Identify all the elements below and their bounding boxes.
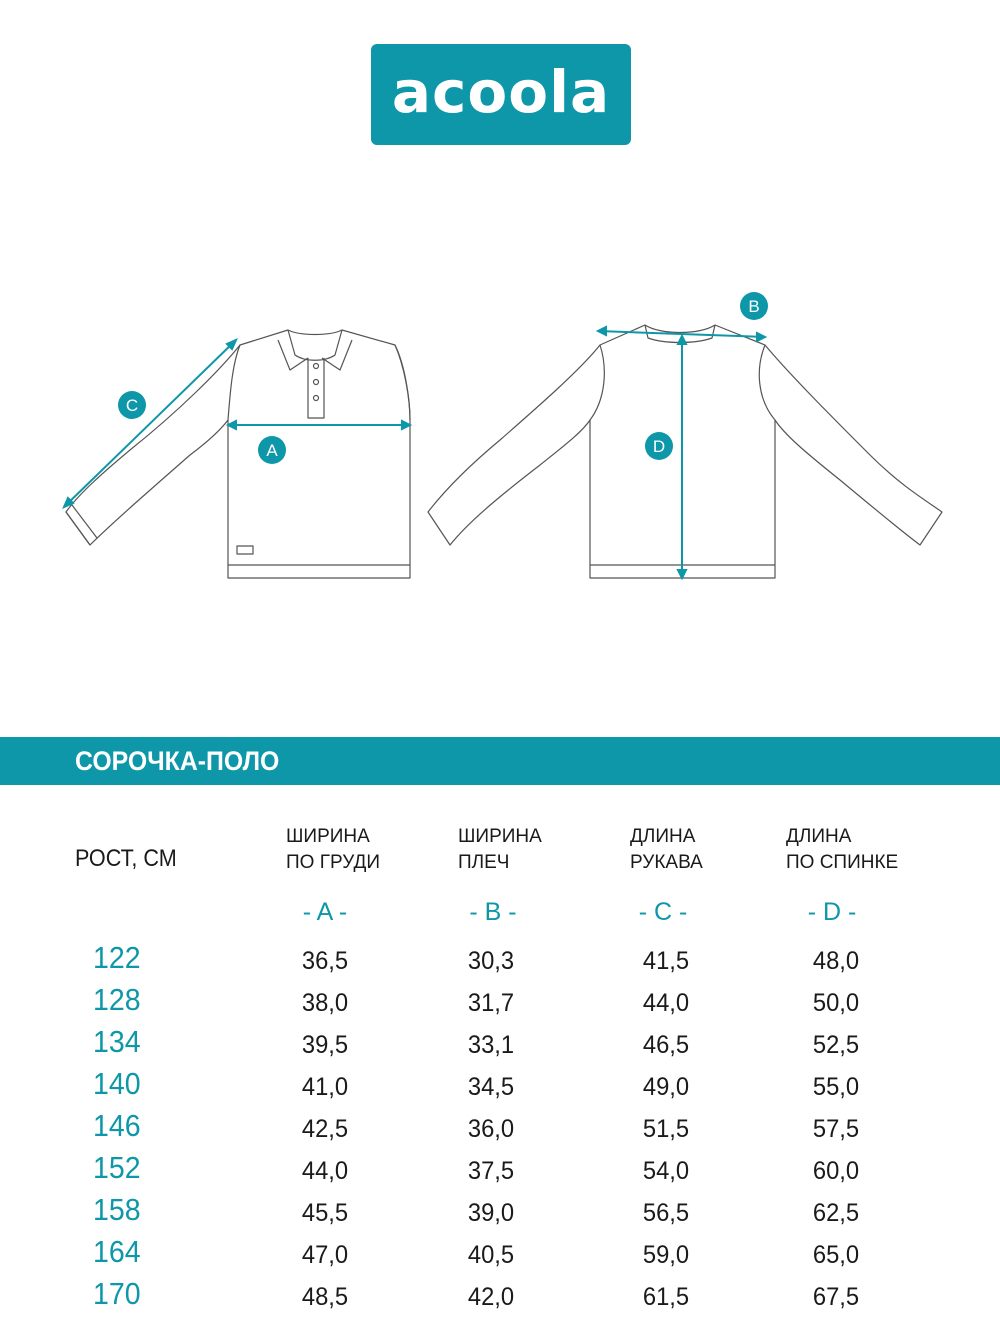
value-cell-a: 41,0 bbox=[301, 1073, 349, 1101]
value-cell-c: 61,5 bbox=[642, 1283, 690, 1311]
value-cell-b: 42,0 bbox=[467, 1283, 515, 1311]
height-column-header: РОСТ, СМ bbox=[75, 845, 177, 872]
value-cell-d: 55,0 bbox=[812, 1073, 860, 1101]
height-cell: 128 bbox=[93, 982, 141, 1017]
measure-line-c bbox=[64, 340, 236, 507]
value-cell-c: 59,0 bbox=[642, 1241, 690, 1269]
value-cell-b: 40,5 bbox=[467, 1241, 515, 1269]
value-cell-d: 65,0 bbox=[812, 1241, 860, 1269]
garment-diagram bbox=[0, 280, 1000, 600]
value-cell-c: 44,0 bbox=[642, 989, 690, 1017]
value-cell-c: 46,5 bbox=[642, 1031, 690, 1059]
value-cell-c: 41,5 bbox=[642, 947, 690, 975]
value-cell-c: 54,0 bbox=[642, 1157, 690, 1185]
table-row bbox=[0, 1066, 1000, 1108]
marker-d bbox=[645, 432, 673, 460]
value-cell-d: 67,5 bbox=[812, 1283, 860, 1311]
value-cell-c: 51,5 bbox=[642, 1115, 690, 1143]
value-cell-d: 57,5 bbox=[812, 1115, 860, 1143]
value-cell-d: 48,0 bbox=[812, 947, 860, 975]
column-header-b bbox=[458, 824, 542, 876]
value-cell-a: 42,5 bbox=[301, 1115, 349, 1143]
column-header-c-line1: ДЛИНА bbox=[630, 826, 696, 847]
height-cell: 170 bbox=[93, 1276, 141, 1311]
table-row bbox=[0, 1024, 1000, 1066]
back-shirt-illustration bbox=[428, 325, 942, 578]
value-cell-b: 37,5 bbox=[467, 1157, 515, 1185]
height-cell: 152 bbox=[93, 1150, 141, 1185]
marker-a-label: A bbox=[266, 441, 278, 460]
value-cell-d: 62,5 bbox=[812, 1199, 860, 1227]
product-title: СОРОЧКА-ПОЛО bbox=[75, 746, 280, 776]
value-cell-b: 39,0 bbox=[467, 1199, 515, 1227]
value-cell-b: 34,5 bbox=[467, 1073, 515, 1101]
column-letter-d: - D - bbox=[807, 898, 857, 926]
height-cell: 146 bbox=[93, 1108, 141, 1143]
table-row bbox=[0, 1234, 1000, 1276]
column-letter-b: - B - bbox=[469, 898, 517, 926]
product-banner bbox=[0, 737, 1000, 785]
column-letter-c: - C - bbox=[638, 898, 688, 926]
table-row bbox=[0, 940, 1000, 982]
value-cell-c: 49,0 bbox=[642, 1073, 690, 1101]
table-row bbox=[0, 1150, 1000, 1192]
value-cell-d: 52,5 bbox=[812, 1031, 860, 1059]
marker-a bbox=[258, 436, 286, 464]
column-header-d-line1: ДЛИНА bbox=[786, 826, 852, 847]
value-cell-a: 47,0 bbox=[301, 1241, 349, 1269]
marker-c bbox=[118, 391, 146, 419]
value-cell-a: 44,0 bbox=[301, 1157, 349, 1185]
marker-d-label: D bbox=[652, 437, 666, 456]
value-cell-d: 50,0 bbox=[812, 989, 860, 1017]
height-cell: 164 bbox=[93, 1234, 141, 1269]
column-header-c-line2: РУКАВА bbox=[630, 852, 703, 873]
value-cell-a: 38,0 bbox=[301, 989, 349, 1017]
marker-b-label: B bbox=[748, 297, 760, 316]
column-header-a-line2: ПО ГРУДИ bbox=[286, 852, 380, 873]
value-cell-a: 48,5 bbox=[301, 1283, 349, 1311]
value-cell-c: 56,5 bbox=[642, 1199, 690, 1227]
value-cell-b: 30,3 bbox=[467, 947, 515, 975]
value-cell-b: 36,0 bbox=[467, 1115, 515, 1143]
column-header-d bbox=[786, 824, 898, 876]
table-row bbox=[0, 1276, 1000, 1318]
value-cell-b: 31,7 bbox=[467, 989, 515, 1017]
brand-logo bbox=[371, 44, 631, 145]
column-header-b-line1: ШИРИНА bbox=[458, 826, 542, 847]
height-cell: 134 bbox=[93, 1024, 141, 1059]
column-header-a bbox=[286, 824, 380, 876]
value-cell-b: 33,1 bbox=[467, 1031, 515, 1059]
column-header-d-line2: ПО СПИНКЕ bbox=[786, 852, 899, 873]
column-header-b-line2: ПЛЕЧ bbox=[458, 852, 510, 873]
value-cell-a: 45,5 bbox=[301, 1199, 349, 1227]
table-row bbox=[0, 1192, 1000, 1234]
marker-c-label: C bbox=[125, 396, 139, 415]
brand-logo-text: acoola bbox=[391, 57, 611, 126]
marker-b bbox=[740, 292, 768, 320]
height-cell: 122 bbox=[93, 940, 141, 975]
column-header-c bbox=[630, 824, 703, 876]
value-cell-a: 39,5 bbox=[301, 1031, 349, 1059]
table-row bbox=[0, 1108, 1000, 1150]
value-cell-d: 60,0 bbox=[812, 1157, 860, 1185]
column-header-a-line1: ШИРИНА bbox=[286, 826, 370, 847]
height-cell: 140 bbox=[93, 1066, 141, 1101]
height-cell: 158 bbox=[93, 1192, 141, 1227]
value-cell-a: 36,5 bbox=[301, 947, 349, 975]
table-row bbox=[0, 982, 1000, 1024]
column-letter-a: - A - bbox=[302, 898, 348, 926]
